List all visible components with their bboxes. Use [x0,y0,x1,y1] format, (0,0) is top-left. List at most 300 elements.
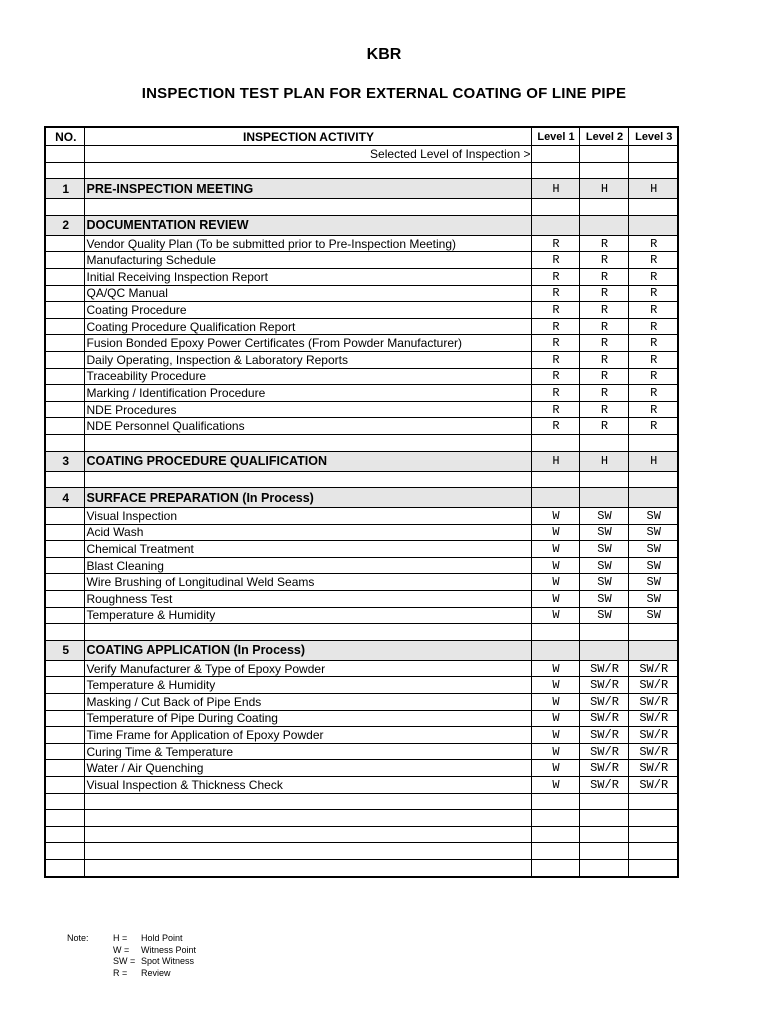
activity-level-3: R [628,285,678,302]
activity-row [45,777,678,794]
section-level-2: H [579,451,628,471]
empty-cell [45,810,84,827]
section-level-1: H [531,179,579,199]
activity-level-3: R [628,401,678,418]
activity-text: QA/QC Manual [86,286,168,301]
activity-level-2: R [579,318,628,335]
selected-level-no-cell [45,146,84,163]
note-definition [113,945,196,957]
activity-text: Water / Air Quenching [86,761,204,776]
activity-level-1: W [531,760,579,777]
empty-cell [45,471,84,488]
empty-cell [628,471,678,488]
section-row [45,179,678,199]
activity-level-3: SW/R [628,660,678,677]
note-meaning: Spot Witness [141,956,195,966]
activity-text: NDE Personnel Qualifications [86,419,245,434]
activity-number-cell [45,607,84,624]
activity-row [45,335,678,352]
activity-level-3: SW [628,574,678,591]
activity-number-cell [45,302,84,319]
activity-number-cell [45,541,84,558]
activity-level-3: SW [628,508,678,525]
activity-level-3: SW/R [628,727,678,744]
activity-text: Temperature & Humidity [86,608,216,623]
activity-level-3: R [628,252,678,269]
empty-cell [531,843,579,860]
empty-cell [84,624,531,641]
activity-name [84,235,531,252]
activity-level-3: R [628,302,678,319]
activity-number-cell [45,574,84,591]
empty-cell [579,434,628,451]
activity-level-1: R [531,235,579,252]
empty-cell [531,826,579,843]
activity-level-1: W [531,677,579,694]
activity-level-1: R [531,268,579,285]
activity-level-1: R [531,252,579,269]
activity-number-cell [45,677,84,694]
inspection-test-plan-table [44,126,679,878]
activity-number-cell [45,508,84,525]
empty-cell [628,826,678,843]
activity-name [84,351,531,368]
section-level-2 [579,215,628,235]
col-header-no: NO. [45,127,84,146]
activity-name [84,660,531,677]
activity-level-1: W [531,607,579,624]
activity-number-cell [45,335,84,352]
col-header-level-1: Level 1 [531,127,579,146]
activity-level-3: SW/R [628,743,678,760]
empty-cell [531,859,579,876]
activity-number-cell [45,318,84,335]
selected-level-row [45,146,678,163]
empty-cell [579,162,628,179]
col-header-level-3: Level 3 [628,127,678,146]
activity-name [84,607,531,624]
empty-cell [45,624,84,641]
activity-text: NDE Procedures [86,402,177,417]
activity-row [45,401,678,418]
activity-level-1: R [531,368,579,385]
activity-row [45,760,678,777]
section-level-1 [531,488,579,508]
activity-number-cell [45,760,84,777]
empty-cell [628,859,678,876]
activity-level-3: SW/R [628,760,678,777]
activity-number-cell [45,694,84,711]
activity-name [84,574,531,591]
section-level-3: H [628,179,678,199]
activity-level-2: R [579,302,628,319]
activity-number-cell [45,710,84,727]
activity-level-1: W [531,557,579,574]
activity-number-cell [45,385,84,402]
section-level-1 [531,215,579,235]
section-number: 5 [45,640,84,660]
activity-text: Marking / Identification Procedure [86,385,266,400]
empty-cell [45,162,84,179]
activity-name [84,508,531,525]
activity-text: COATING PROCEDURE QUALIFICATION [86,454,328,468]
activity-name [84,401,531,418]
activity-level-2: SW/R [579,777,628,794]
activity-name [84,760,531,777]
activity-level-3: SW [628,607,678,624]
activity-number-cell [45,268,84,285]
section-level-3: H [628,451,678,471]
activity-row [45,508,678,525]
activity-number-cell [45,252,84,269]
empty-cell [628,793,678,810]
section-row [45,488,678,508]
empty-cell [84,793,531,810]
activity-level-2: R [579,335,628,352]
activity-number-cell [45,591,84,608]
activity-level-1: W [531,660,579,677]
note-code: SW = [113,956,136,966]
activity-name [84,385,531,402]
activity-text: Chemical Treatment [86,542,194,557]
section-title [84,451,531,471]
section-level-1: H [531,451,579,471]
activity-level-1: R [531,335,579,352]
activity-level-3: SW/R [628,694,678,711]
activity-text: Verify Manufacturer & Type of Epoxy Powder [86,661,326,676]
activity-level-2: SW [579,524,628,541]
activity-text: Temperature of Pipe During Coating [86,711,278,726]
activity-level-3: R [628,335,678,352]
empty-cell [84,843,531,860]
activity-text: Visual Inspection [86,508,178,523]
section-level-2 [579,640,628,660]
empty-cell [45,843,84,860]
empty-cell [84,471,531,488]
activity-level-1: R [531,418,579,435]
activity-level-2: SW/R [579,760,628,777]
section-number: 1 [45,179,84,199]
activity-level-1: R [531,401,579,418]
empty-cell [579,199,628,216]
spacer-row [45,162,678,179]
activity-name [84,285,531,302]
empty-row [45,859,678,876]
empty-cell [45,199,84,216]
note-label: Note: [67,933,89,943]
activity-name [84,727,531,744]
activity-name [84,368,531,385]
activity-row [45,524,678,541]
activity-level-3: R [628,418,678,435]
activity-level-3: SW/R [628,777,678,794]
empty-cell [579,843,628,860]
section-level-3 [628,640,678,660]
activity-level-2: R [579,235,628,252]
activity-level-2: SW [579,591,628,608]
activity-number-cell [45,418,84,435]
activity-level-2: SW [579,541,628,558]
activity-text: SURFACE PREPARATION (In Process) [86,490,314,505]
section-level-1 [531,640,579,660]
activity-text: Vendor Quality Plan (To be submitted prior to Pre-Inspection Meeting) [86,236,457,251]
activity-level-2: R [579,385,628,402]
note-definitions [113,933,196,979]
activity-row [45,318,678,335]
section-row [45,640,678,660]
empty-cell [531,793,579,810]
activity-number-cell [45,524,84,541]
section-title [84,640,531,660]
selected-level-3-cell [628,146,678,163]
activity-level-2: SW/R [579,694,628,711]
section-level-3 [628,488,678,508]
activity-level-3: SW/R [628,677,678,694]
activity-row [45,351,678,368]
activity-level-1: W [531,727,579,744]
activity-row [45,694,678,711]
section-title [84,488,531,508]
note-code: R = [113,967,128,978]
activity-row [45,574,678,591]
activity-text: PRE-INSPECTION MEETING [86,181,254,196]
activity-level-2: SW/R [579,710,628,727]
empty-cell [579,471,628,488]
empty-cell [84,434,531,451]
activity-name [84,335,531,352]
activity-name [84,710,531,727]
activity-row [45,252,678,269]
note-code: W = [113,944,130,955]
activity-text: Traceability Procedure [86,369,207,384]
section-row [45,215,678,235]
activity-level-2: R [579,252,628,269]
activity-level-3: R [628,318,678,335]
activity-level-2: R [579,285,628,302]
activity-text: DOCUMENTATION REVIEW [86,218,249,233]
activity-level-2: SW/R [579,727,628,744]
selected-level-label: Selected Level of Inspection > [84,146,531,163]
empty-cell [531,624,579,641]
activity-name [84,694,531,711]
note-code: H = [113,933,128,943]
activity-level-1: R [531,318,579,335]
activity-level-1: W [531,508,579,525]
activity-text: Wire Brushing of Longitudinal Weld Seams [86,575,315,590]
section-level-2 [579,488,628,508]
activity-row [45,235,678,252]
table-body [45,146,678,877]
activity-level-1: W [531,743,579,760]
empty-cell [84,859,531,876]
empty-cell [531,471,579,488]
activity-row [45,385,678,402]
selected-level-2-cell [579,146,628,163]
empty-cell [579,859,628,876]
section-number: 3 [45,451,84,471]
activity-level-3: R [628,351,678,368]
section-title [84,179,531,199]
activity-level-3: R [628,385,678,402]
note-meaning: Witness Point [141,944,197,955]
activity-name [84,557,531,574]
activity-level-2: SW/R [579,677,628,694]
empty-cell [531,810,579,827]
activity-row [45,710,678,727]
section-row [45,451,678,471]
activity-level-3: SW/R [628,710,678,727]
activity-text: COATING APPLICATION (In Process) [86,643,306,658]
activity-name [84,743,531,760]
empty-cell [579,624,628,641]
empty-row [45,810,678,827]
empty-cell [628,810,678,827]
spacer-row [45,793,678,810]
spacer-row [45,471,678,488]
activity-level-1: W [531,710,579,727]
activity-row [45,743,678,760]
activity-level-2: R [579,368,628,385]
document-title-text: INSPECTION TEST PLAN FOR EXTERNAL COATING OF LINE PIPE [141,85,627,102]
empty-cell [45,826,84,843]
activity-text: Blast Cleaning [86,558,164,573]
empty-cell [579,810,628,827]
section-level-3 [628,215,678,235]
empty-cell [531,199,579,216]
activity-level-1: R [531,285,579,302]
activity-text: Masking / Cut Back of Pipe Ends [86,694,262,709]
note-meaning: Hold Point [141,933,183,943]
section-number: 4 [45,488,84,508]
empty-cell [531,434,579,451]
activity-row [45,557,678,574]
empty-cell [45,434,84,451]
empty-cell [628,843,678,860]
activity-level-2: SW [579,557,628,574]
activity-level-3: R [628,268,678,285]
activity-number-cell [45,727,84,744]
empty-cell [628,434,678,451]
activity-level-2: SW/R [579,743,628,760]
note-definition [113,933,196,945]
activity-name [84,591,531,608]
table-header-row [45,127,678,146]
activity-level-2: R [579,401,628,418]
note-meaning: Review [141,967,171,978]
empty-row [45,843,678,860]
activity-row [45,727,678,744]
activity-level-1: R [531,302,579,319]
activity-name [84,677,531,694]
activity-level-1: R [531,351,579,368]
activity-level-2: SW [579,607,628,624]
activity-text: Initial Receiving Inspection Report [86,269,268,284]
activity-level-3: SW [628,541,678,558]
activity-name [84,268,531,285]
spacer-row [45,624,678,641]
activity-text: Acid Wash [86,525,144,540]
activity-text: Curing Time & Temperature [86,744,234,759]
spacer-row [45,199,678,216]
section-level-2: H [579,179,628,199]
activity-level-3: SW [628,591,678,608]
activity-name [84,418,531,435]
activity-level-1: W [531,777,579,794]
document-title [0,85,768,102]
activity-level-1: W [531,591,579,608]
activity-text: Temperature & Humidity [86,678,216,693]
activity-name [84,541,531,558]
company-name: KBR [366,46,402,63]
activity-number-cell [45,557,84,574]
note-definition [113,968,196,980]
activity-name [84,302,531,319]
activity-level-3: R [628,368,678,385]
empty-cell [628,199,678,216]
activity-level-3: SW [628,557,678,574]
activity-level-2: R [579,268,628,285]
activity-row [45,677,678,694]
activity-level-1: W [531,694,579,711]
empty-cell [84,199,531,216]
activity-name [84,524,531,541]
activity-row [45,302,678,319]
activity-level-1: W [531,541,579,558]
activity-level-2: R [579,418,628,435]
activity-row [45,368,678,385]
section-title [84,215,531,235]
col-header-level-2: Level 2 [579,127,628,146]
activity-text: Time Frame for Application of Epoxy Powder [86,728,324,743]
activity-row [45,607,678,624]
activity-text: Daily Operating, Inspection & Laboratory Reports [86,352,348,367]
note-definition [113,956,196,968]
activity-level-1: W [531,574,579,591]
activity-text: Coating Procedure [86,302,187,317]
activity-text: Coating Procedure Qualification Report [86,319,296,334]
empty-cell [84,162,531,179]
activity-level-3: SW [628,524,678,541]
empty-cell [531,162,579,179]
activity-row [45,541,678,558]
activity-row [45,268,678,285]
activity-name [84,318,531,335]
empty-cell [579,793,628,810]
selected-level-1-cell [531,146,579,163]
empty-cell [84,826,531,843]
activity-text: Visual Inspection & Thickness Check [86,777,283,792]
section-number: 2 [45,215,84,235]
activity-level-1: W [531,524,579,541]
activity-number-cell [45,235,84,252]
activity-row [45,660,678,677]
activity-level-3: R [628,235,678,252]
empty-cell [45,859,84,876]
activity-row [45,418,678,435]
spacer-row [45,434,678,451]
activity-row [45,285,678,302]
activity-text: Roughness Test [86,591,173,606]
activity-level-2: SW [579,574,628,591]
activity-level-2: R [579,351,628,368]
empty-cell [628,162,678,179]
activity-name [84,252,531,269]
activity-number-cell [45,285,84,302]
activity-number-cell [45,743,84,760]
activity-row [45,591,678,608]
activity-number-cell [45,368,84,385]
col-header-activity: INSPECTION ACTIVITY [84,127,531,146]
